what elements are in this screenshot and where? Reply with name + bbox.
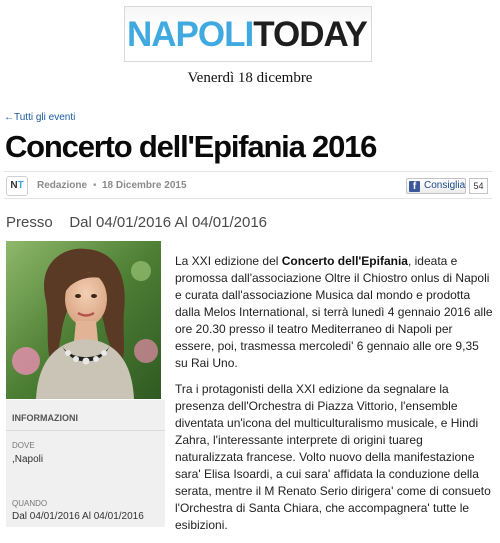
facebook-like-count: 54: [469, 178, 488, 194]
article-paragraph-2: Tra i protagonisti della XXI edizione da segnalare la presenza dell'Orchestra di Piazza Vittorio, l'ensemble diventata un'icona del multiculturalismo musicale, e Hindi Zahra, l'interessante interprete di origini tuareg naturalizzata francese. Volto nuovo della manifestazione sara' Elisa Isoardi, a cui sara' affidata la conduzione della serata, mentre il M Renato Serio dirigera' come di consueto l'Orchestra di Santa Chiara, che accompagnera' tutte le esibizioni.: [175, 382, 491, 532]
article-body: [175, 253, 493, 543]
when-value: Dal 04/01/2016 Al 04/01/2016: [12, 511, 144, 522]
article-paragraph-1: La XXI edizione del Concerto dell'Epifania, ideata e promossa dall'associazione Oltre il Chiostro onlus di Napoli e curata dall'associazione Musica dal mondo e prodotta dalla Melos International, si terrà lunedì 4 gennaio 2016 alle ore 20.30 presso il teatro Mediterraneo di Napoli per essere, poi, trasmessa mercoledi' 6 gennaio alle ore 9,35 su Rai Uno.: [175, 254, 493, 370]
author-avatar-icon: NT: [6, 176, 28, 196]
logo-today: TODAY: [253, 15, 367, 54]
site-logo[interactable]: [127, 16, 367, 54]
where-label: DOVE: [12, 441, 35, 450]
current-date: Venerdì 18 dicembre: [187, 70, 313, 86]
facebook-like-label: Consiglia: [424, 180, 466, 191]
logo-napoli: NAPOLI: [127, 15, 254, 54]
event-venue-dates: Presso Dal 04/01/2016 Al 04/01/2016: [6, 214, 268, 231]
author-link[interactable]: Redazione: [37, 180, 88, 191]
page-title: Concerto dell'Epifania 2016: [5, 129, 377, 164]
facebook-icon: f: [409, 181, 420, 192]
info-heading: INFORMAZIONI: [12, 413, 78, 423]
when-label: QUANDO: [12, 499, 48, 508]
publish-date: 18 Dicembre 2015: [102, 180, 187, 191]
meta-separator: •: [93, 180, 97, 191]
event-name-highlight: Concerto dell'Epifania: [281, 254, 408, 268]
back-to-events-link[interactable]: ←Tutti gli eventi: [4, 112, 76, 123]
event-photo: [6, 241, 161, 399]
info-divider: [6, 430, 165, 431]
where-value: ,Napoli: [12, 454, 44, 465]
